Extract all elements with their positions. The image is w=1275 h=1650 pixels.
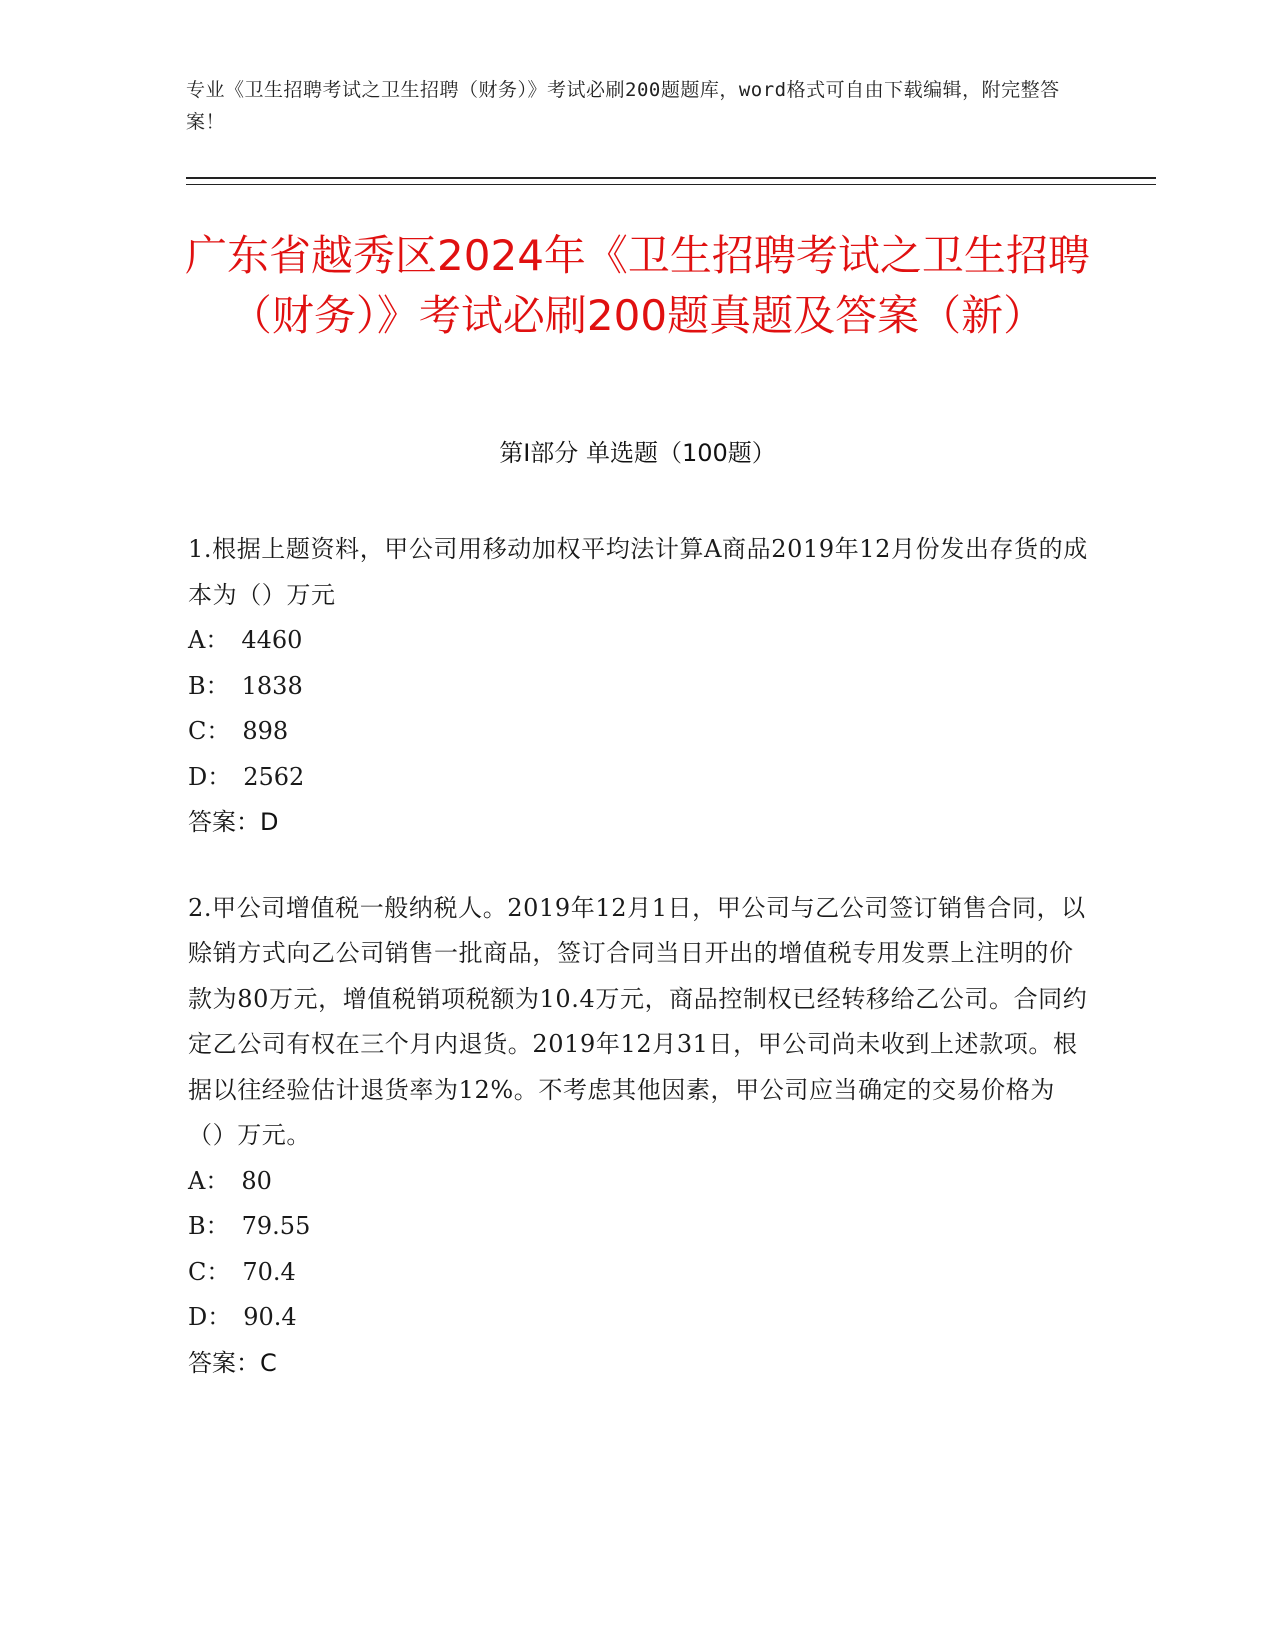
question-stem: 2.甲公司增值税一般纳税人。2019年12月1日，甲公司与乙公司签订销售合同，以赊销方式向乙公司销售一批商品，签订合同当日开出的增值税专用发票上注明的价款为80万元，增值税销项税额为10.4万元，商品控制权已经转移给乙公司。合同约定乙公司有权在三个月内退货。2019年12月31日，甲公司尚未收到上述款项。根据以往经验估计退货率为12%。不考虑其他因素，甲公司应当确定的交易价格为（）万元。 bbox=[188, 893, 1088, 1149]
option-a bbox=[188, 1159, 1088, 1205]
option-separator: ： bbox=[207, 762, 232, 791]
option-separator: ： bbox=[206, 717, 231, 745]
question-list bbox=[188, 527, 1088, 1426]
option-b bbox=[188, 664, 1088, 710]
option-text: 4460 bbox=[241, 626, 303, 654]
question-item bbox=[188, 886, 1088, 1387]
option-letter: A bbox=[188, 1166, 206, 1195]
option-letter: C bbox=[188, 1257, 207, 1286]
option-separator: ： bbox=[205, 1212, 230, 1240]
option-separator: ： bbox=[205, 1166, 230, 1195]
question-answer: 答案：C bbox=[188, 1348, 277, 1377]
option-letter: B bbox=[188, 1212, 206, 1240]
option-text: 898 bbox=[242, 717, 289, 745]
option-letter: A bbox=[188, 626, 206, 654]
option-separator: ： bbox=[205, 671, 230, 700]
option-b bbox=[188, 1204, 1088, 1250]
question-answer: 答案：D bbox=[188, 808, 279, 836]
option-separator: ： bbox=[207, 1303, 232, 1331]
option-text: 79.55 bbox=[241, 1212, 311, 1240]
option-d bbox=[188, 1295, 1088, 1341]
question-item bbox=[188, 527, 1088, 846]
header-note: 专业《卫生招聘考试之卫生招聘（财务）》考试必刷200题题库，word格式可自由下载编辑，附完整答案！ bbox=[186, 79, 1060, 133]
option-d bbox=[188, 755, 1088, 801]
option-text: 90.4 bbox=[243, 1303, 297, 1331]
header-rule-thin bbox=[186, 184, 1156, 185]
option-c bbox=[188, 709, 1088, 755]
question-stem: 1.根据上题资料，甲公司用移动加权平均法计算A商品2019年12月份发出存货的成本为（）万元 bbox=[188, 535, 1088, 609]
option-letter: D bbox=[188, 762, 208, 791]
option-text: 2562 bbox=[243, 762, 305, 791]
option-c bbox=[188, 1250, 1088, 1296]
document-title: 广东省越秀区2024年《卫生招聘考试之卫生招聘（财务）》考试必刷200题真题及答案（新） bbox=[185, 231, 1090, 340]
header-rule-thick bbox=[186, 177, 1156, 179]
option-a bbox=[188, 618, 1088, 664]
section-heading: 第I部分 单选题（100题） bbox=[499, 439, 776, 467]
option-letter: B bbox=[188, 671, 206, 700]
option-text: 70.4 bbox=[242, 1257, 296, 1286]
option-separator: ： bbox=[205, 626, 230, 654]
option-separator: ： bbox=[206, 1257, 231, 1286]
option-letter: C bbox=[188, 717, 207, 745]
option-letter: D bbox=[188, 1303, 208, 1331]
option-text: 1838 bbox=[241, 671, 303, 700]
option-text: 80 bbox=[241, 1166, 272, 1195]
